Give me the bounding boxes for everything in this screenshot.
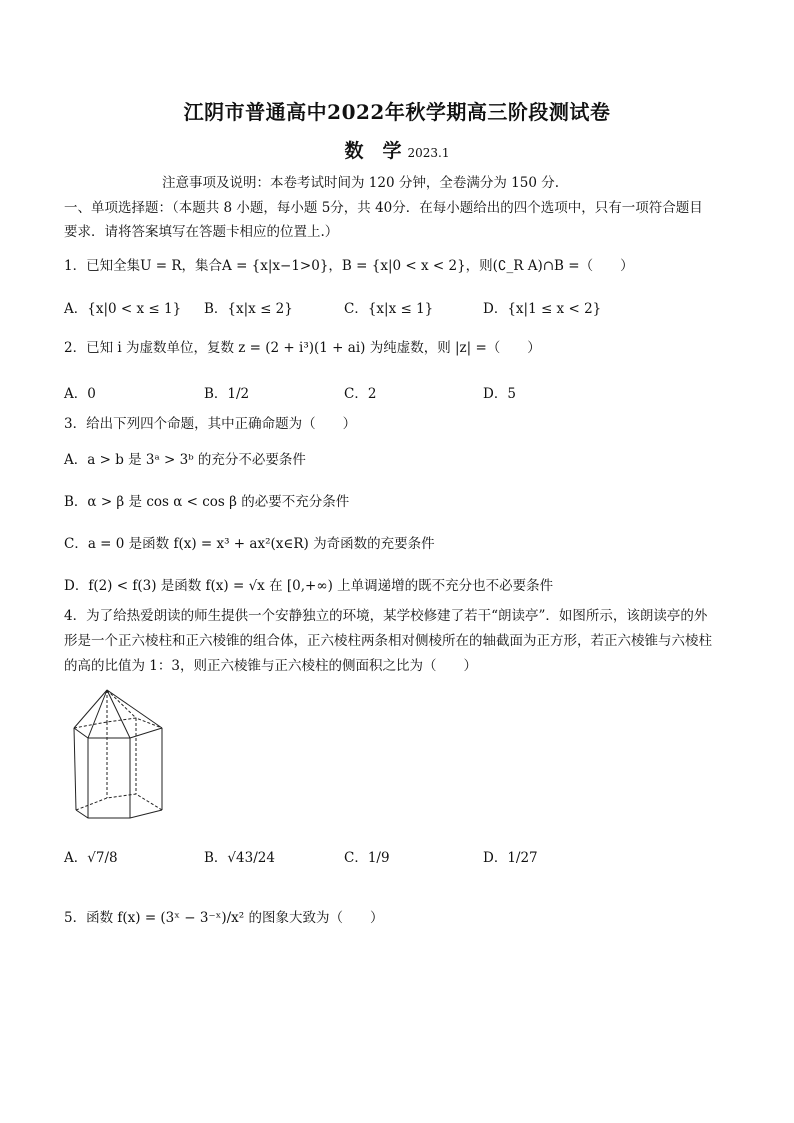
subject-name: 数 学 [344, 140, 402, 162]
question-4-stem-line2: 形是一个正六棱柱和正六棱锥的组合体，正六棱柱两条相对侧棱所在的轴截面为正方形，若正六棱锥与六棱柱 [64, 633, 712, 649]
question-2-option-b: B．1/2 [204, 386, 250, 402]
reading-pavilion-figure [70, 686, 170, 820]
question-4-option-d: D．1/27 [483, 850, 538, 866]
question-2-stem: 2．已知 i 为虚数单位，复数 z = (2 + i³)(1 + ai) 为纯虚数，则 |z| =（ ） [64, 340, 541, 356]
section-heading-line1: 一、单项选择题：（本题共 8 小题，每小题 5分，共 40分．在每小题给出的四个选项中，只有一项符合题目 [64, 200, 703, 216]
question-1-option-c: C．{x|x ≤ 1} [344, 301, 434, 317]
question-4-option-c: C．1/9 [344, 850, 390, 866]
subject-line [0, 136, 794, 163]
question-2-option-c: C．2 [344, 386, 377, 402]
question-3-option-a: A．a > b 是 3ᵃ > 3ᵇ 的充分不必要条件 [64, 452, 306, 468]
question-1-option-b: B．{x|x ≤ 2} [204, 301, 293, 317]
question-4-option-b: B．√43/24 [204, 850, 275, 866]
question-3-stem: 3．给出下列四个命题，其中正确命题为（ ） [64, 416, 357, 432]
question-1-option-d: D．{x|1 ≤ x < 2} [483, 301, 602, 317]
question-4-stem-line1: 4．为了给热爱朗读的师生提供一个安静独立的环境，某学校修建了若干“朗读亭”．如图所示，该朗读亭的外 [64, 608, 708, 624]
question-1-option-a: A．{x|0 < x ≤ 1} [64, 301, 182, 317]
exam-notice: 注意事项及说明：本卷考试时间为 120 分钟，全卷满分为 150 分. [162, 175, 559, 191]
section-heading-line2: 要求．请将答案填写在答题卡相应的位置上.） [64, 224, 339, 240]
question-4-stem-line3: 的高的比值为 1：3，则正六棱锥与正六棱柱的侧面积之比为（ ） [64, 658, 477, 674]
exam-title: 江阴市普通高中2022年秋学期高三阶段测试卷 [183, 100, 611, 124]
question-4-option-a: A．√7/8 [64, 850, 118, 866]
question-2-option-d: D．5 [483, 386, 516, 402]
exam-date: 2023.1 [407, 146, 450, 160]
question-2-option-a: A．0 [64, 386, 96, 402]
question-3-option-b: B．α > β 是 cos α < cos β 的必要不充分条件 [64, 494, 350, 510]
question-1-stem: 1．已知全集U = R，集合A = {x|x−1>0}，B = {x|0 < x < 2}，则(∁_R A)∩B =（ ） [64, 258, 634, 274]
question-5-stem: 5．函数 f(x) = (3ˣ − 3⁻ˣ)/x² 的图象大致为（ ） [64, 910, 384, 926]
question-3-option-d: D．f(2) < f(3) 是函数 f(x) = √x 在 [0,+∞) 上单调递增的既不充分也不必要条件 [64, 578, 554, 594]
question-3-option-c: C．a = 0 是函数 f(x) = x³ + ax²(x∈R) 为奇函数的充要条件 [64, 536, 435, 552]
